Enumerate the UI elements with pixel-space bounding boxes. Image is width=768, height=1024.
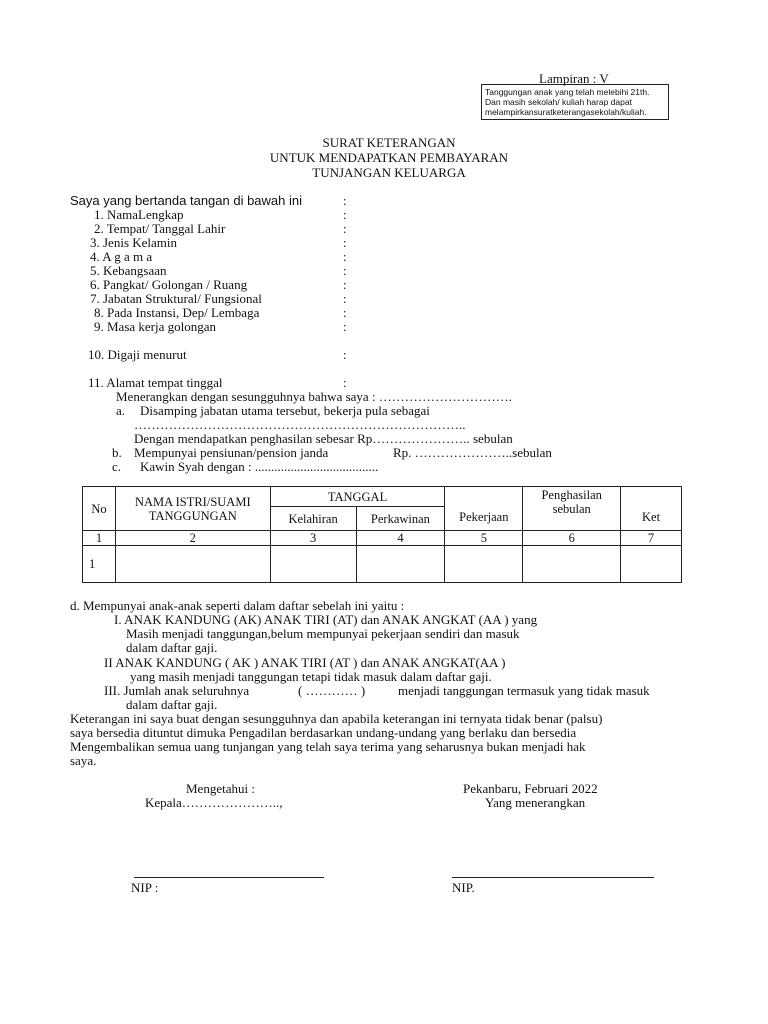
column-number: 4 <box>356 531 445 546</box>
place-date: Pekanbaru, Februari 2022 <box>463 781 598 796</box>
colon: : <box>343 305 347 320</box>
children-iii-label: III. Jumlah anak seluruhnya <box>104 683 250 698</box>
field-instansi: 8. Pada Instansi, Dep/ Lembaga <box>94 305 260 320</box>
statement-b-label: b. <box>112 445 122 460</box>
statement-b-rp: Rp. …………………..sebulan <box>393 445 552 460</box>
field-tempat-tanggal-lahir: 2. Tempat/ Tanggal Lahir <box>94 221 226 236</box>
title-line-3: TUNJANGAN KELUARGA <box>312 165 466 180</box>
field-masa-kerja: 9. Masa kerja golongan <box>94 319 217 334</box>
header-nama-line-2: TANGGUNGAN <box>148 508 237 523</box>
header-tanggal: TANGGAL <box>270 487 445 507</box>
children-i-line-2: Masih menjadi tanggungan,belum mempunyai pekerjaan sendiri dan masuk <box>126 626 520 641</box>
children-ii-line-2: yang masih menjadi tanggungan tetapi tidak masuk dalam daftar gaji. <box>130 669 492 684</box>
title-line-1: SURAT KETERANGAN <box>322 135 456 150</box>
row-number: 1 <box>83 546 116 583</box>
lampiran-label: Lampiran : V <box>539 71 609 86</box>
statement-a-dots: ………………………………………………………………….. <box>134 417 466 432</box>
colon: : <box>343 375 347 390</box>
nip-left: NIP : <box>131 880 159 895</box>
kepala-label: Kepala………………….., <box>145 795 283 810</box>
statement-a-label: a. <box>116 403 126 418</box>
colon: : <box>343 221 347 236</box>
header-penghasilan-line-1: Penghasilan <box>541 488 602 502</box>
closing-line-4: saya. <box>70 753 97 768</box>
note-line: melampirkansuratketerangasekolah/kuliah. <box>485 107 647 117</box>
table-cell <box>270 546 356 583</box>
table-cell <box>115 546 270 583</box>
closing-line-2: saya bersedia dituntut dimuka Pengadilan berdasarkan undang-undang yang berlaku dan bersedia <box>70 725 577 740</box>
column-number: 2 <box>115 531 270 546</box>
signature-line-left <box>134 877 324 878</box>
colon: : <box>343 249 347 264</box>
closing-line-3: Mengembalikan semua uang tunjangan yang telah saya terima yang seharusnya bukan menjadi hak <box>70 739 586 754</box>
colon: : <box>343 207 347 222</box>
header-penghasilan-line-2: sebulan <box>552 502 591 516</box>
header-ket: Ket <box>621 487 682 531</box>
column-number: 3 <box>270 531 356 546</box>
yang-menerangkan-label: Yang menerangkan <box>485 795 586 810</box>
column-number: 6 <box>523 531 621 546</box>
field-pangkat-golongan: 6. Pangkat/ Golongan / Ruang <box>90 277 248 292</box>
closing-line-1: Keterangan ini saya buat dengan sesungguhnya dan apabila keterangan ini ternyata tidak benar (palsu) <box>70 711 603 726</box>
header-no: No <box>83 487 116 531</box>
column-number: 5 <box>445 531 523 546</box>
field-jenis-kelamin: 3. Jenis Kelamin <box>90 235 178 250</box>
field-kebangsaan: 5. Kebangsaan <box>90 263 167 278</box>
children-iii-rest: menjadi tanggungan termasuk yang tidak masuk <box>398 683 650 698</box>
signature-line-right <box>452 877 654 878</box>
colon: : <box>343 291 347 306</box>
statement-menerangkan: Menerangkan dengan sesungguhnya bahwa saya : …………………………. <box>116 389 513 404</box>
field-alamat: 11. Alamat tempat tinggal <box>88 375 223 390</box>
colon: : <box>343 347 347 362</box>
note-line: Dan masih sekolah/ kuliah harap dapat <box>485 97 632 107</box>
table-cell <box>445 546 523 583</box>
table-cell <box>523 546 621 583</box>
field-digaji-menurut: 10. Digaji menurut <box>88 347 187 362</box>
colon: : <box>343 235 347 250</box>
children-i-line-1: I. ANAK KANDUNG (AK) ANAK TIRI (AT) dan ANAK ANGKAT (AA ) yang <box>114 612 538 627</box>
children-i-line-3: dalam daftar gaji. <box>126 640 218 655</box>
table-cell <box>356 546 445 583</box>
colon: : <box>343 193 347 208</box>
children-ii-line-1: II ANAK KANDUNG ( AK ) ANAK TIRI (AT ) dan ANAK ANGKAT(AA ) <box>104 655 506 670</box>
colon: : <box>343 319 347 334</box>
header-pekerjaan: Pekerjaan <box>445 487 523 531</box>
children-iii-count: ( ………… ) <box>298 683 366 698</box>
note-line: Tanggungan anak yang telah melebihi 21th. <box>485 87 650 97</box>
nip-right: NIP. <box>452 880 475 895</box>
header-perkawinan: Perkawinan <box>356 507 445 531</box>
header-kelahiran: Kelahiran <box>270 507 356 531</box>
field-jabatan: 7. Jabatan Struktural/ Fungsional <box>90 291 262 306</box>
statement-a-text: Disamping jabatan utama tersebut, bekerja pula sebagai <box>140 403 430 418</box>
title-line-2: UNTUK MENDAPATKAN PEMBAYARAN <box>269 150 509 165</box>
children-d: d. Mempunyai anak-anak seperti dalam daftar sebelah ini yaitu : <box>70 598 405 613</box>
colon: : <box>343 277 347 292</box>
dependents-table <box>82 486 682 583</box>
header-nama <box>115 487 270 531</box>
statement-c-text: Kawin Syah dengan : ...................................... <box>140 459 379 474</box>
intro-text: Saya yang bertanda tangan di bawah ini <box>70 193 303 208</box>
colon: : <box>343 263 347 278</box>
statement-b-text: Mempunyai pensiunan/pension janda <box>134 445 329 460</box>
field-nama-lengkap: 1. NamaLengkap <box>94 207 184 222</box>
column-number: 7 <box>621 531 682 546</box>
statement-a-income: Dengan mendapatkan penghasilan sebesar Rp………………….. sebulan <box>134 431 513 446</box>
table-cell <box>621 546 682 583</box>
statement-c-label: c. <box>112 459 122 474</box>
note-box <box>481 84 669 120</box>
field-agama: 4. A g a m a <box>90 249 153 264</box>
header-nama-line-1: NAMA ISTRI/SUAMI <box>134 494 251 509</box>
mengetahui-label: Mengetahui : <box>186 781 255 796</box>
children-iii-line-2: dalam daftar gaji. <box>126 697 218 712</box>
document-title <box>0 135 768 180</box>
header-penghasilan <box>523 487 621 531</box>
column-number: 1 <box>83 531 116 546</box>
